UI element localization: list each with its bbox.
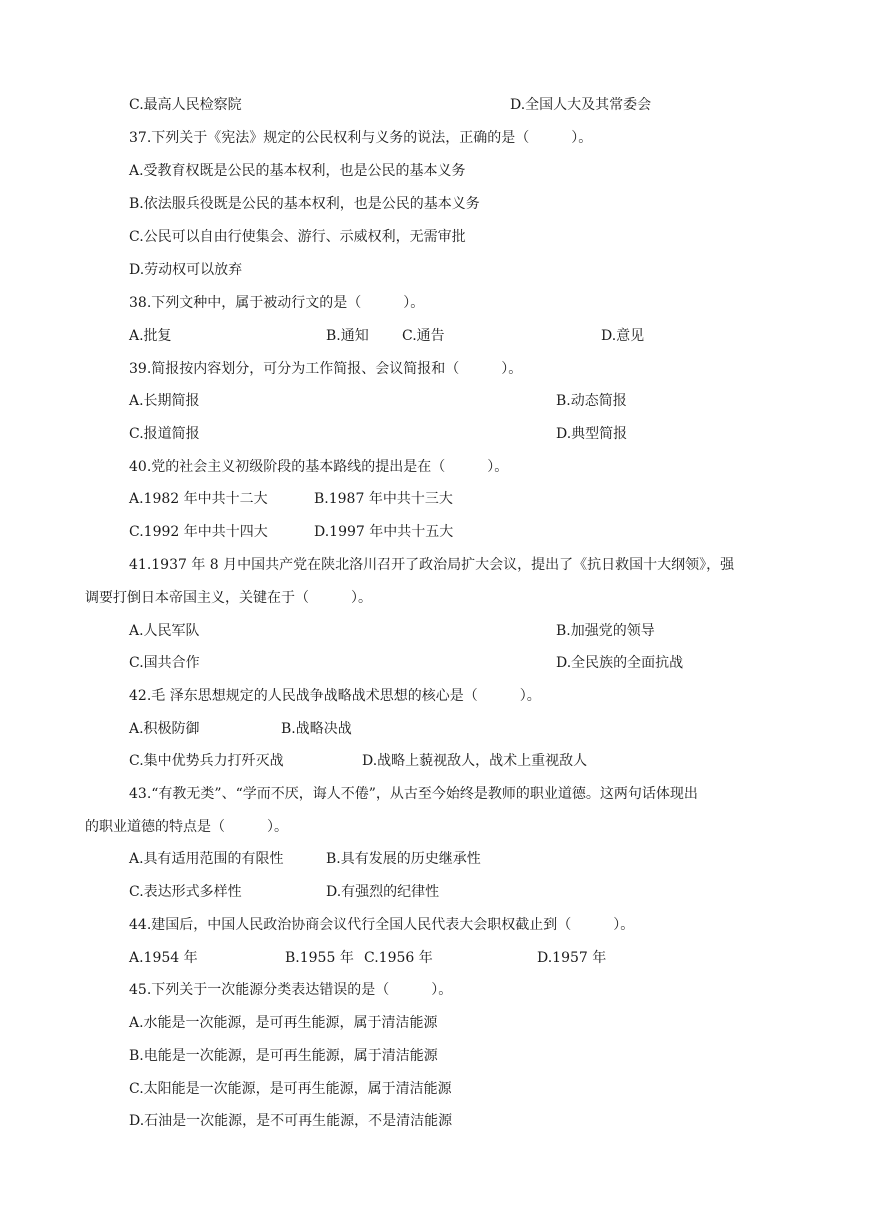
- option-40-c: C.1992 年中共十四大: [129, 524, 268, 540]
- option-43-a: A.具有适用范围的有限性: [129, 851, 284, 867]
- option-44-b: B.1955 年: [285, 950, 354, 966]
- question-37: 37.下列关于《宪法》规定的公民权利与义务的说法，正确的是（ ）。: [129, 130, 593, 146]
- option-41-c: C.国共合作: [129, 655, 200, 671]
- question-39: 39.简报按内容划分，可分为工作简报、会议简报和（ ）。: [129, 361, 523, 377]
- option-39-c: C.报道简报: [129, 426, 200, 442]
- option-37-d: D.劳动权可以放弃: [129, 262, 243, 278]
- question-43-line-2: 的职业道德的特点是（ ）。: [85, 819, 288, 835]
- option-43-c: C.表达形式多样性: [129, 884, 242, 900]
- option-42-b: B.战略决战: [281, 721, 352, 737]
- option-45-d: D.石油是一次能源，是不可再生能源，不是清洁能源: [129, 1113, 453, 1129]
- option-38-d: D.意见: [601, 328, 645, 344]
- option-40-a: A.1982 年中共十二大: [129, 491, 268, 507]
- option-45-c: C.太阳能是一次能源，是可再生能源，属于清洁能源: [129, 1081, 452, 1097]
- option-39-a: A.长期简报: [129, 393, 200, 409]
- option-42-a: A.积极防御: [129, 721, 200, 737]
- option-43-b: B.具有发展的历史继承性: [326, 851, 481, 867]
- option-39-d: D.典型简报: [556, 426, 628, 442]
- option-37-b: B.依法服兵役既是公民的基本权利，也是公民的基本义务: [129, 196, 480, 212]
- question-38: 38.下列文种中，属于被动行文的是（ ）。: [129, 295, 425, 311]
- question-40: 40.党的社会主义初级阶段的基本路线的提出是在（ ）。: [129, 459, 509, 475]
- option-39-b: B.动态简报: [556, 393, 627, 409]
- question-42: 42.毛 泽东思想规定的人民战争战略战术思想的核心是（ ）。: [129, 688, 541, 704]
- option-36-c: C.最高人民检察院: [129, 97, 242, 113]
- option-41-b: B.加强党的领导: [556, 623, 655, 639]
- option-38-c: C.通告: [402, 328, 445, 344]
- option-44-c: C.1956 年: [364, 950, 433, 966]
- option-38-a: A.批复: [129, 328, 172, 344]
- question-44: 44.建国后，中国人民政治协商会议代行全国人民代表大会职权截止到（ ）。: [129, 917, 635, 933]
- option-42-d: D.战略上藐视敌人，战术上重视敌人: [362, 753, 588, 769]
- option-41-d: D.全民族的全面抗战: [556, 655, 684, 671]
- option-40-d: D.1997 年中共十五大: [314, 524, 454, 540]
- option-43-d: D.有强烈的纪律性: [326, 884, 440, 900]
- option-45-b: B.电能是一次能源，是可再生能源，属于清洁能源: [129, 1048, 438, 1064]
- question-43-line-1: 43.“有教无类”、“学而不厌，诲人不倦”，从古至今始终是教师的职业道德。这两句话体现出: [129, 786, 698, 802]
- option-41-a: A.人民军队: [129, 623, 200, 639]
- option-38-b: B.通知: [326, 328, 369, 344]
- option-44-d: D.1957 年: [537, 950, 607, 966]
- option-37-c: C.公民可以自由行使集会、游行、示威权利，无需审批: [129, 229, 466, 245]
- option-36-d: D.全国人大及其常委会: [510, 97, 652, 113]
- question-41-line-2: 调要打倒日本帝国主义，关键在于（ ）。: [85, 590, 372, 606]
- option-45-a: A.水能是一次能源，是可再生能源，属于清洁能源: [129, 1015, 438, 1031]
- option-37-a: A.受教育权既是公民的基本权利，也是公民的基本义务: [129, 163, 466, 179]
- option-42-c: C.集中优势兵力打歼灭战: [129, 753, 284, 769]
- option-40-b: B.1987 年中共十三大: [314, 491, 453, 507]
- question-45: 45.下列关于一次能源分类表达错误的是（ ）。: [129, 982, 453, 998]
- question-41-line-1: 41.1937 年 8 月中国共产党在陕北洛川召开了政治局扩大会议，提出了《抗日救国十大纲领》，强: [129, 557, 735, 573]
- option-44-a: A.1954 年: [129, 950, 198, 966]
